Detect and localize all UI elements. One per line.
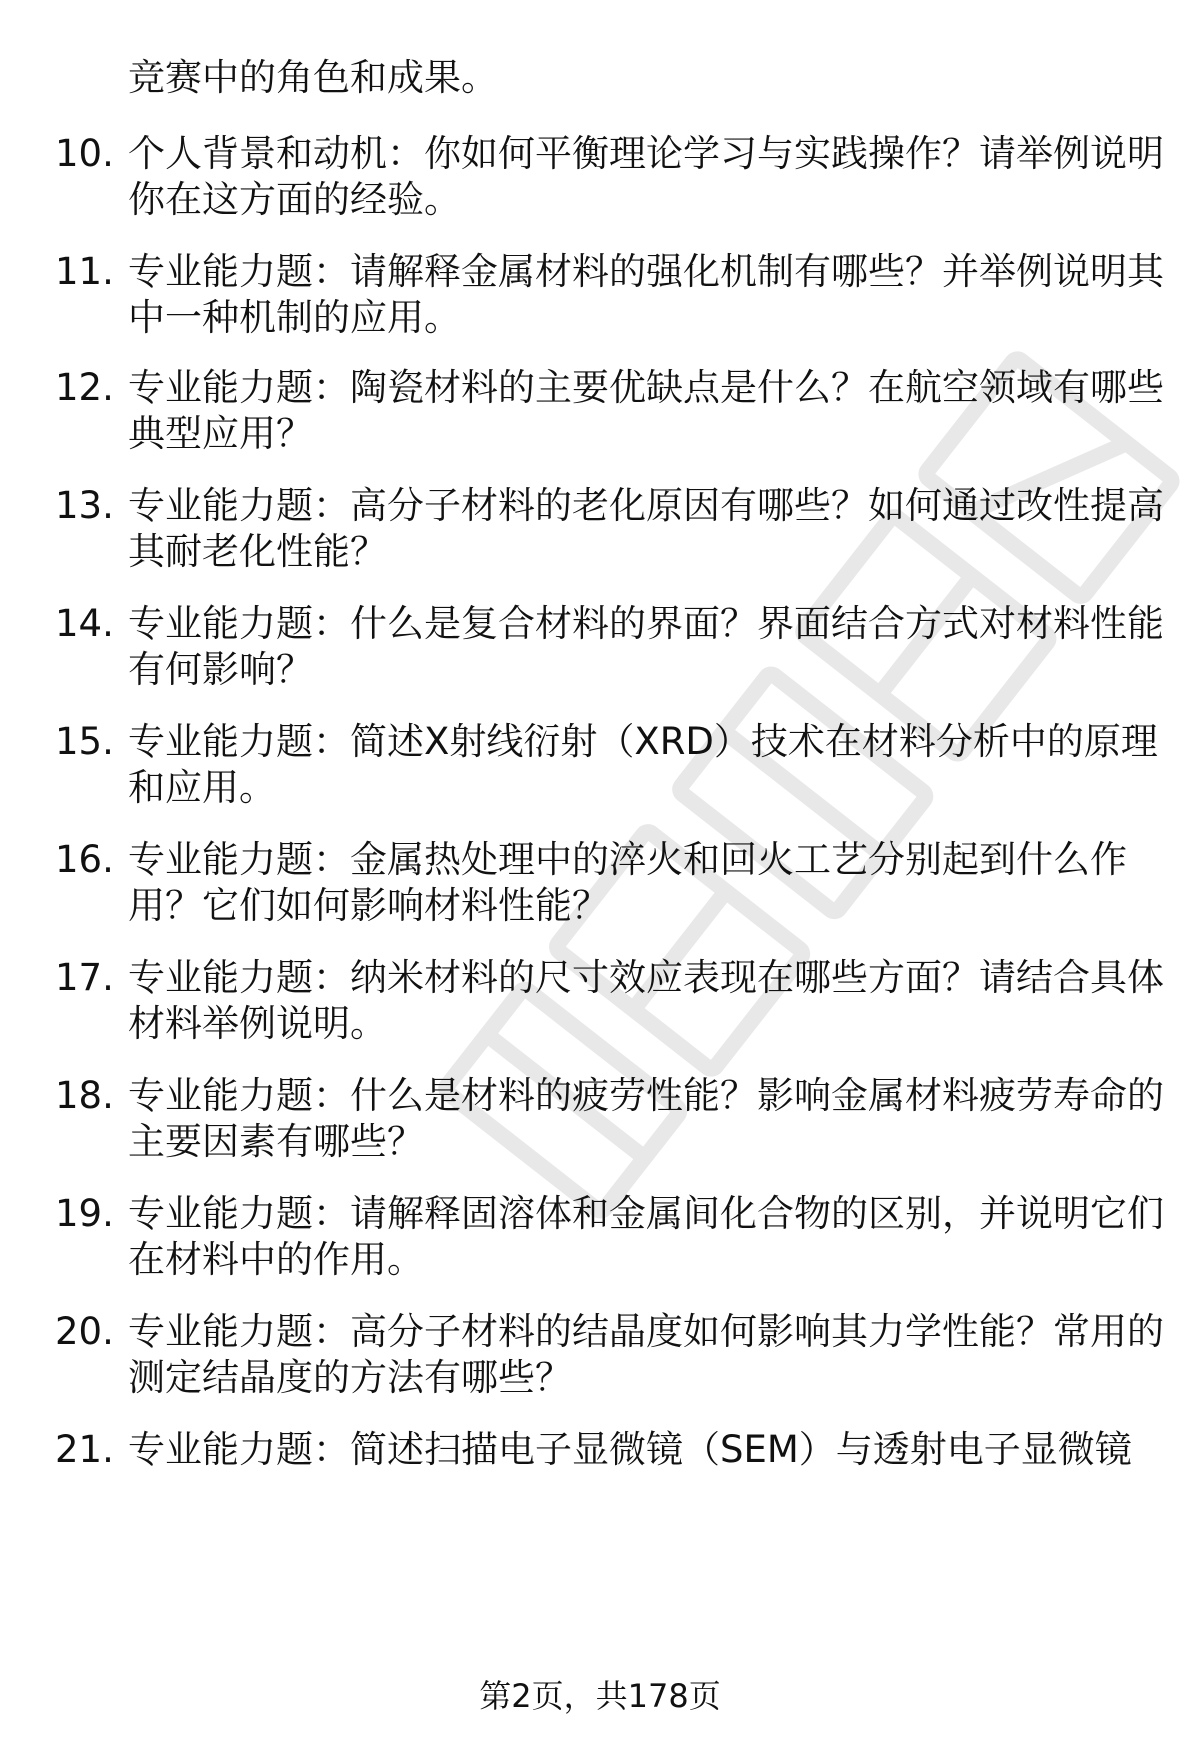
item-line: 专业能力题：请解释金属材料的强化机制有哪些？并举例说明其 xyxy=(128,250,1164,293)
item-line: 你在这方面的经验。 xyxy=(128,178,461,221)
item-line: 专业能力题：金属热处理中的淬火和回火工艺分别起到什么作 xyxy=(128,838,1127,881)
item-number: 17. xyxy=(55,956,114,999)
item-number: 13. xyxy=(55,484,114,527)
item-line: 专业能力题：纳米材料的尺寸效应表现在哪些方面？请结合具体 xyxy=(128,956,1164,999)
item-line: 其耐老化性能？ xyxy=(128,530,387,573)
item-line: 专业能力题：简述扫描电子显微镜（SEM）与透射电子显微镜 xyxy=(128,1428,1132,1471)
item-number: 16. xyxy=(55,838,114,881)
item-line: 专业能力题：高分子材料的老化原因有哪些？如何通过改性提高 xyxy=(128,484,1164,527)
item-number: 12. xyxy=(55,366,114,409)
item-line: 专业能力题：高分子材料的结晶度如何影响其力学性能？常用的 xyxy=(128,1310,1164,1353)
item-line: 主要因素有哪些？ xyxy=(128,1120,424,1163)
item-number: 21. xyxy=(55,1428,114,1471)
continuation-text: 竞赛中的角色和成果。 xyxy=(128,56,498,99)
item-number: 14. xyxy=(55,602,114,645)
item-number: 20. xyxy=(55,1310,114,1353)
item-number: 18. xyxy=(55,1074,114,1117)
item-line: 用？它们如何影响材料性能？ xyxy=(128,884,609,927)
item-line: 专业能力题：陶瓷材料的主要优缺点是什么？在航空领域有哪些 xyxy=(128,366,1164,409)
item-number: 11. xyxy=(55,250,114,293)
item-line: 专业能力题：什么是复合材料的界面？界面结合方式对材料性能 xyxy=(128,602,1164,645)
item-line: 专业能力题：请解释固溶体和金属间化合物的区别，并说明它们 xyxy=(128,1192,1164,1235)
item-line: 典型应用？ xyxy=(128,412,313,455)
item-line: 在材料中的作用。 xyxy=(128,1238,424,1281)
page-footer: 第2页，共178页 xyxy=(479,1677,721,1715)
item-line: 中一种机制的应用。 xyxy=(128,296,461,339)
item-line: 有何影响？ xyxy=(128,648,313,691)
item-number: 10. xyxy=(55,132,114,175)
item-line: 材料举例说明。 xyxy=(128,1002,387,1045)
item-number: 19. xyxy=(55,1192,114,1235)
item-number: 15. xyxy=(55,720,114,763)
item-line: 个人背景和动机：你如何平衡理论学习与实践操作？请举例说明 xyxy=(128,132,1164,175)
item-line: 专业能力题：什么是材料的疲劳性能？影响金属材料疲劳寿命的 xyxy=(128,1074,1164,1117)
item-line: 专业能力题：简述X射线衍射（XRD）技术在材料分析中的原理 xyxy=(128,720,1158,763)
item-line: 和应用。 xyxy=(128,766,276,809)
item-line: 测定结晶度的方法有哪些？ xyxy=(128,1356,572,1399)
